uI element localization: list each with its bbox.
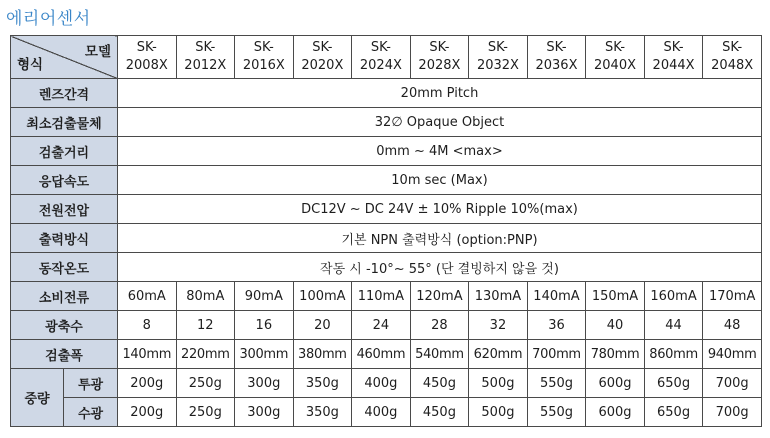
value-cell: 150mA — [586, 282, 645, 311]
model-prefix: SK- — [663, 40, 684, 55]
model-cell — [176, 36, 235, 79]
value-cell: 250g — [176, 369, 235, 398]
model-number: 2036X — [535, 58, 578, 73]
value-cell: 450g — [410, 398, 469, 427]
value-cell: 170mA — [703, 282, 762, 311]
model-cell — [293, 36, 352, 79]
model-prefix: SK- — [253, 40, 274, 55]
model-number: 2008X — [125, 58, 168, 73]
value-cell: 200g — [118, 398, 177, 427]
value-cell: 60mA — [118, 282, 177, 311]
row-value: 10m sec (Max) — [118, 166, 762, 195]
weight-sublabel: 투광 — [64, 369, 118, 398]
spec-row — [11, 282, 762, 311]
value-cell: 540mm — [410, 340, 469, 369]
value-cell: 350g — [293, 369, 352, 398]
value-cell: 300g — [235, 398, 294, 427]
value-cell: 700mm — [527, 340, 586, 369]
row-label: 최소검출물체 — [11, 108, 118, 137]
value-cell: 32 — [469, 311, 528, 340]
model-cell — [118, 36, 177, 79]
value-cell: 860mm — [644, 340, 703, 369]
model-cell — [352, 36, 411, 79]
value-cell: 220mm — [176, 340, 235, 369]
value-cell: 460mm — [352, 340, 411, 369]
model-prefix: SK- — [195, 40, 216, 55]
value-cell: 550g — [527, 398, 586, 427]
weight-row — [11, 398, 762, 427]
row-label: 응답속도 — [11, 166, 118, 195]
model-number: 2040X — [594, 58, 637, 73]
value-cell: 450g — [410, 369, 469, 398]
model-prefix: SK- — [370, 40, 391, 55]
model-prefix: SK- — [136, 40, 157, 55]
value-cell: 24 — [352, 311, 411, 340]
value-cell: 120mA — [410, 282, 469, 311]
model-cell — [644, 36, 703, 79]
weight-row — [11, 369, 762, 398]
value-cell: 600g — [586, 398, 645, 427]
row-label: 소비전류 — [11, 282, 118, 311]
model-prefix: SK- — [604, 40, 626, 55]
model-cell — [703, 36, 762, 79]
model-number: 2012X — [184, 58, 227, 73]
model-cell — [235, 36, 294, 79]
value-cell: 140mm — [118, 340, 177, 369]
value-cell: 140mA — [527, 282, 586, 311]
model-cell — [527, 36, 586, 79]
row-label: 동작온도 — [11, 253, 118, 282]
weight-label: 중량 — [11, 369, 64, 427]
weight-sublabel: 수광 — [64, 398, 118, 427]
page-title: 에리어센서 — [6, 9, 91, 29]
spec-table — [10, 35, 762, 427]
value-cell: 380mm — [293, 340, 352, 369]
value-cell: 700g — [703, 369, 762, 398]
row-label: 출력방식 — [11, 224, 118, 253]
value-cell: 36 — [527, 311, 586, 340]
value-cell: 300g — [235, 369, 294, 398]
row-value: 20mm Pitch — [118, 79, 762, 108]
value-cell: 700g — [703, 398, 762, 427]
value-cell: 130mA — [469, 282, 528, 311]
row-label: 전원전압 — [11, 195, 118, 224]
model-cell — [469, 36, 528, 79]
value-cell: 8 — [118, 311, 177, 340]
value-cell: 550g — [527, 369, 586, 398]
spec-row — [11, 108, 762, 137]
spec-row — [11, 340, 762, 369]
spec-row — [11, 311, 762, 340]
model-prefix: SK- — [546, 40, 567, 55]
header-row — [11, 36, 762, 79]
spec-row — [11, 137, 762, 166]
value-cell: 200g — [118, 369, 177, 398]
row-value: 0mm ~ 4M <max> — [118, 137, 762, 166]
model-header-label: 모델 — [84, 44, 111, 60]
model-number: 2028X — [418, 58, 461, 73]
value-cell: 28 — [410, 311, 469, 340]
value-cell: 160mA — [644, 282, 703, 311]
value-cell: 80mA — [176, 282, 235, 311]
value-cell: 40 — [586, 311, 645, 340]
row-label: 검출폭 — [11, 340, 118, 369]
value-cell: 500g — [469, 398, 528, 427]
spec-row — [11, 253, 762, 282]
value-cell: 350g — [293, 398, 352, 427]
header-corner — [11, 36, 118, 79]
model-number: 2032X — [476, 58, 519, 73]
row-value: 기본 NPN 출력방식 (option:PNP) — [118, 224, 762, 253]
spec-row — [11, 224, 762, 253]
value-cell: 500g — [469, 369, 528, 398]
value-cell: 90mA — [235, 282, 294, 311]
value-cell: 20 — [293, 311, 352, 340]
spec-row — [11, 195, 762, 224]
model-prefix: SK- — [312, 40, 333, 55]
value-cell: 650g — [644, 369, 703, 398]
value-cell: 620mm — [469, 340, 528, 369]
spec-row — [11, 166, 762, 195]
value-cell: 110mA — [352, 282, 411, 311]
model-number: 2020X — [301, 58, 344, 73]
model-number: 2044X — [652, 58, 695, 73]
value-cell: 400g — [352, 398, 411, 427]
spec-row — [11, 79, 762, 108]
model-prefix: SK- — [487, 40, 508, 55]
value-cell: 48 — [703, 311, 762, 340]
value-cell: 12 — [176, 311, 235, 340]
value-cell: 16 — [235, 311, 294, 340]
model-number: 2024X — [359, 58, 402, 73]
model-number: 2048X — [711, 58, 754, 73]
value-cell: 100mA — [293, 282, 352, 311]
row-value: 작동 시 -10°~ 55° (단 결빙하지 않을 것) — [118, 253, 762, 282]
value-cell: 780mm — [586, 340, 645, 369]
value-cell: 650g — [644, 398, 703, 427]
value-cell: 600g — [586, 369, 645, 398]
value-cell: 44 — [644, 311, 703, 340]
value-cell: 300mm — [235, 340, 294, 369]
model-prefix: SK- — [722, 40, 743, 55]
model-cell — [410, 36, 469, 79]
row-label: 검출거리 — [11, 137, 118, 166]
row-value: 32∅ Opaque Object — [118, 108, 762, 137]
value-cell: 250g — [176, 398, 235, 427]
model-prefix: SK- — [429, 40, 450, 55]
model-cell — [586, 36, 645, 79]
type-header-label: 형식 — [17, 57, 44, 73]
row-label: 광축수 — [11, 311, 118, 340]
row-label: 렌즈간격 — [11, 79, 118, 108]
value-cell: 400g — [352, 369, 411, 398]
row-value: DC12V ~ DC 24V ± 10% Ripple 10%(max) — [118, 195, 762, 224]
model-number: 2016X — [242, 58, 285, 73]
value-cell: 940mm — [703, 340, 762, 369]
